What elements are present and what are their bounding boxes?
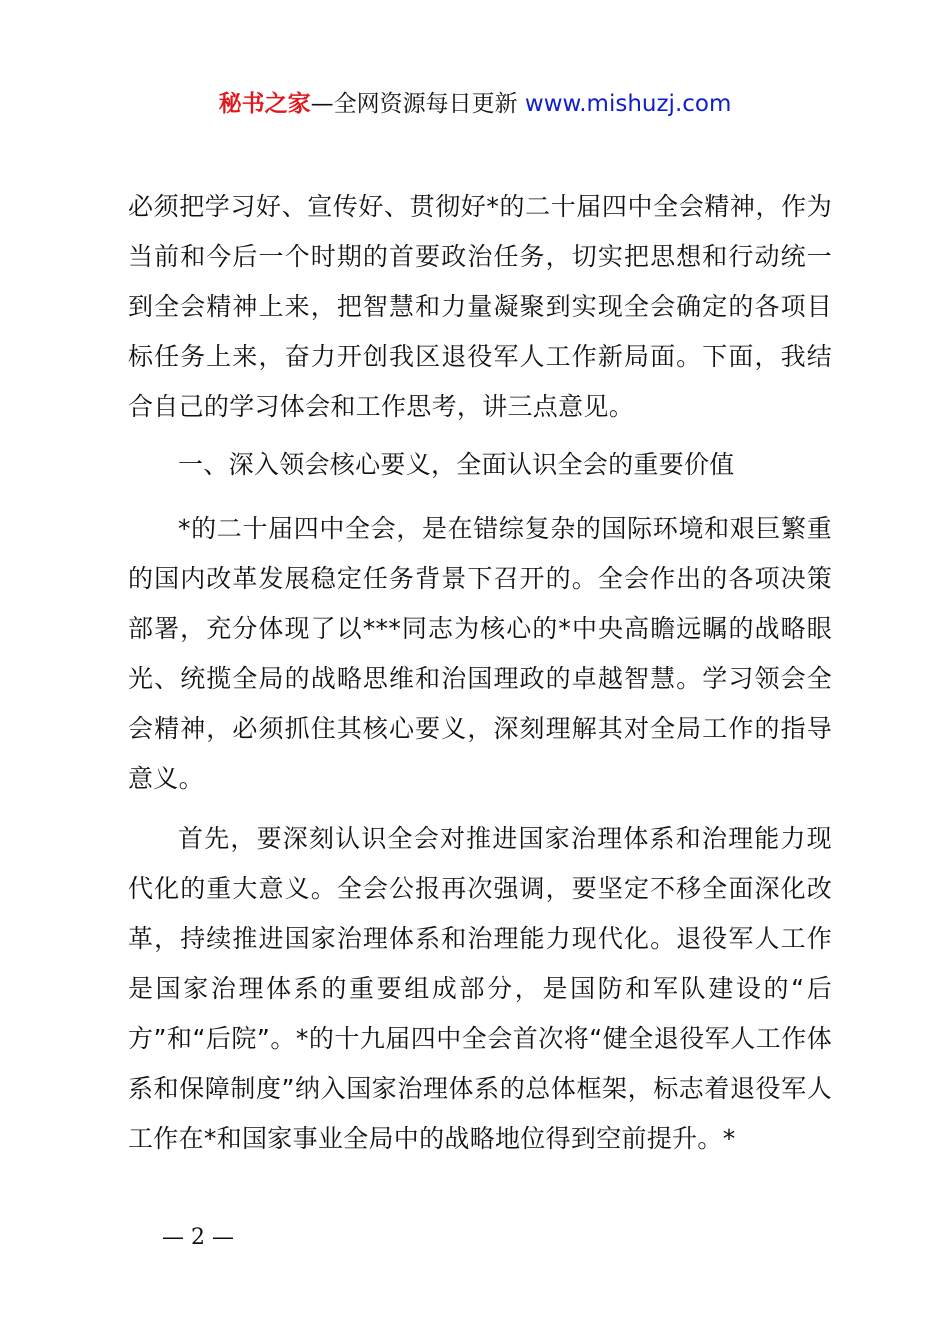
- paragraph-first-point: 首先，要深刻认识全会对推进国家治理体系和治理能力现代化的重大意义。全会公报再次强调，要坚定不移全面深化改革，持续推进国家治理体系和治理能力现代化。退役军人工作是国家治理体系的重要组成部分，是国防和军队建设的“后方”和“后院”。*的十九届四中全会首次将“健全退役军人工作体系和保障制度”纳入国家治理体系的总体框架，标志着退役军人工作在*和国家事业全局中的战略地位得到空前提升。*: [128, 824, 832, 1153]
- header-tagline: —全网资源每日更新: [310, 91, 525, 117]
- site-header: [0, 88, 950, 120]
- page-number: — 2 —: [162, 1225, 234, 1250]
- document-body: [128, 182, 832, 1164]
- section-heading-one: 一、深入领会核心要义，全面认识全会的重要价值: [178, 450, 735, 479]
- brand-name: 秘书之家: [218, 91, 311, 117]
- paragraph-plenum-background: *的二十届四中全会，是在错综复杂的国际环境和艰巨繁重的国内改革发展稳定任务背景下召开的。全会作出的各项决策部署，充分体现了以***同志为核心的*中央高瞻远瞩的战略眼光、统揽全局的战略思维和治国理政的卓越智慧。学习领会全会精神，必须抓住其核心要义，深刻理解其对全局工作的指导意义。: [128, 514, 832, 793]
- site-url-link[interactable]: www.mishuzj.com: [524, 91, 732, 117]
- paragraph-intro: 必须把学习好、宣传好、贯彻好*的二十届四中全会精神，作为当前和今后一个时期的首要政治任务，切实把思想和行动统一到全会精神上来，把智慧和力量凝聚到实现全会确定的各项目标任务上来，奋力开创我区退役军人工作新局面。下面，我结合自己的学习体会和工作思考，讲三点意见。: [128, 192, 832, 421]
